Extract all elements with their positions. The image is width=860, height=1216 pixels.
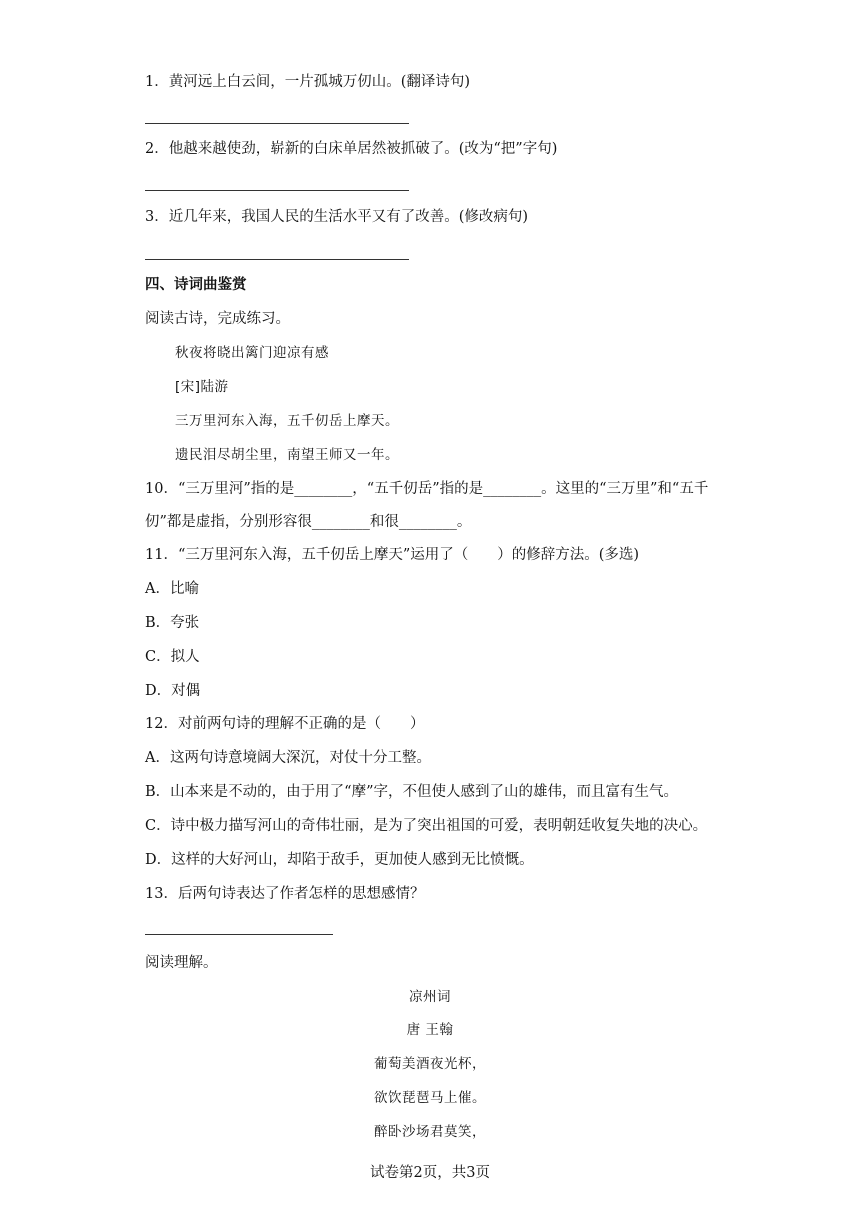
question-13: 13．后两句诗表达了作者怎样的思想感情？ xyxy=(145,886,425,902)
question-10: 10．“三万里河”指的是________，“五千仞岳”指的是________。这里的“三万里”和“五千 xyxy=(145,481,709,497)
poem2-author: 唐 王翰 xyxy=(406,1022,454,1038)
poem-line-2: 遗民泪尽胡尘里，南望王师又一年。 xyxy=(175,447,399,463)
answer-line-13[interactable] xyxy=(145,934,333,935)
answer-line-2[interactable] xyxy=(145,190,409,191)
poem2-line-3: 醉卧沙场君莫笑， xyxy=(374,1124,486,1140)
question-10-continued: 仞”都是虚指，分别形容很________和很________。 xyxy=(145,514,472,530)
question-12: 12．对前两句诗的理解不正确的是（ ） xyxy=(145,716,425,732)
reading-instruction: 阅读古诗，完成练习。 xyxy=(145,311,290,327)
poem-line-1: 三万里河东入海，五千仞岳上摩天。 xyxy=(175,413,399,429)
poem2-line-2: 欲饮琵琶马上催。 xyxy=(374,1090,486,1106)
section-heading: 四、诗词曲鉴赏 xyxy=(145,276,247,293)
answer-line-1[interactable] xyxy=(145,123,409,124)
question-1: 1．黄河远上白云间，一片孤城万仞山。(翻译诗句) xyxy=(145,74,471,90)
answer-line-3[interactable] xyxy=(145,259,409,260)
question-11: 11．“三万里河东入海，五千仞岳上摩天”运用了（ ）的修辞方法。(多选) xyxy=(145,547,640,563)
page-footer: 试卷第2页，共3页 xyxy=(370,1165,490,1181)
q12-option-b[interactable]: B．山本来是不动的，由于用了“摩”字，不但使人感到了山的雄伟，而且富有生气。 xyxy=(145,784,678,800)
q12-option-a[interactable]: A．这两句诗意境阔大深沉，对仗十分工整。 xyxy=(145,750,431,766)
reading-instruction-2: 阅读理解。 xyxy=(145,955,218,971)
q11-option-d[interactable]: D．对偶 xyxy=(145,683,201,699)
q12-option-c[interactable]: C．诗中极力描写河山的奇伟壮丽，是为了突出祖国的可爱，表明朝廷收复失地的决心。 xyxy=(145,818,708,834)
q12-option-d[interactable]: D．这样的大好河山，却陷于敌手，更加使人感到无比愤慨。 xyxy=(145,852,534,868)
q11-option-a[interactable]: A．比喻 xyxy=(145,581,199,597)
question-3: 3．近几年来，我国人民的生活水平又有了改善。(修改病句) xyxy=(145,209,529,225)
q11-option-b[interactable]: B．夸张 xyxy=(145,615,200,631)
question-2: 2．他越来越使劲，崭新的白床单居然被抓破了。(改为“把”字句) xyxy=(145,141,558,157)
poem2-title: 凉州词 xyxy=(409,989,451,1005)
q11-option-c[interactable]: C．拟人 xyxy=(145,649,200,665)
poem2-line-1: 葡萄美酒夜光杯， xyxy=(374,1056,486,1072)
poem-title: 秋夜将晓出篱门迎凉有感 xyxy=(175,345,329,361)
poem-author: [宋]陆游 xyxy=(175,379,229,395)
